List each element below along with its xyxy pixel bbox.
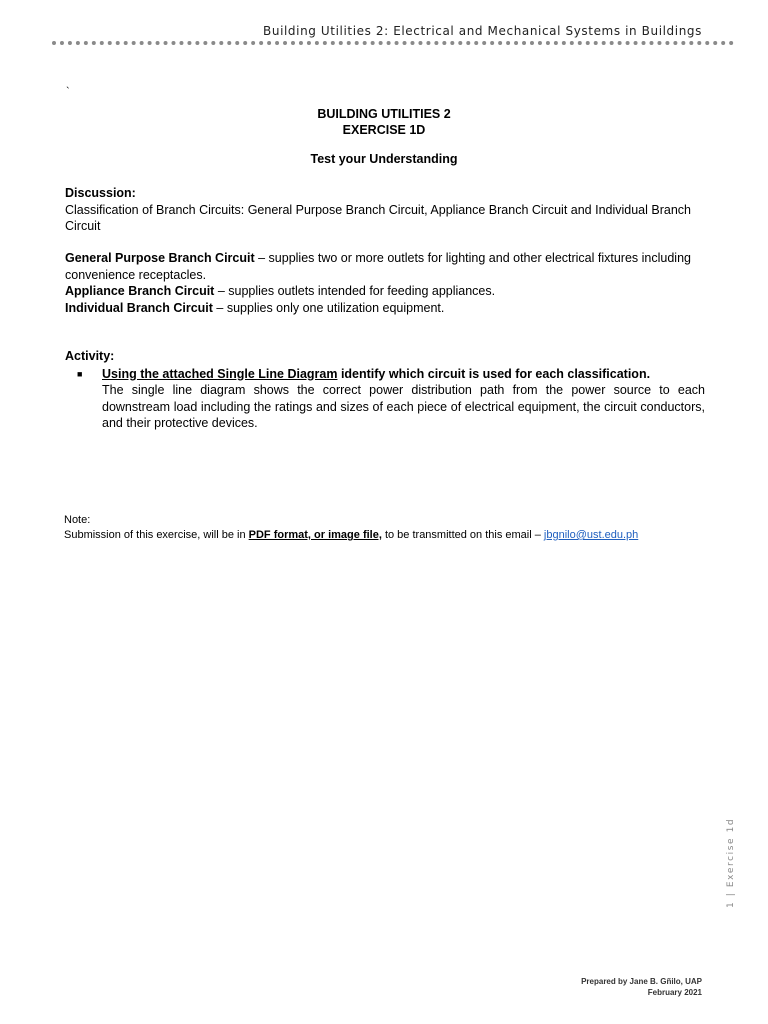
activity-description: The single line diagram shows the correct power distribution path from the power source to each downstream load including the ratings and sizes of each piece of electrical equipment, the circuit conductors, and their protective devices. — [102, 383, 705, 430]
prepared-by-block — [581, 976, 702, 998]
note-text — [64, 528, 724, 543]
definition-term: Appliance Branch Circuit — [65, 284, 215, 298]
email-link[interactable]: jbgnilo@ust.edu.ph — [543, 529, 639, 541]
definition-item — [65, 250, 705, 283]
activity-heading: Activity: — [65, 349, 115, 363]
stray-mark: ` — [66, 86, 70, 98]
activity-instruction-rest: identify which circuit is used for each classification. — [337, 366, 651, 381]
definition-item — [65, 283, 705, 300]
side-page-label — [726, 818, 736, 908]
activity-bullet-item — [65, 366, 705, 432]
prepared-date: February 2021 — [647, 988, 702, 997]
note-emphasis: PDF format, or image file, — [248, 529, 382, 541]
note-text-before: Submission of this exercise, will be in — [64, 529, 249, 541]
activity-instruction-underlined: Using the attached Single Line Diagram — [102, 366, 338, 381]
definition-separator: – — [254, 251, 269, 265]
side-label-separator: | — [726, 887, 736, 901]
square-bullet-icon: ■ — [77, 368, 83, 379]
header-course-title: Building Utilities 2: Electrical and Mechanical Systems in Buildings — [263, 24, 702, 38]
definition-separator: – — [212, 300, 227, 315]
side-label-text: Exercise 1d — [726, 817, 736, 888]
definition-text: supplies outlets intended for feeding appliances. — [228, 284, 496, 298]
discussion-heading: Discussion: — [65, 186, 136, 200]
note-text-after: to be transmitted on this email – — [381, 529, 544, 541]
activity-section — [65, 348, 705, 432]
definition-text: supplies two or more outlets for lighting and other electrical fixtures including convenience receptacles. — [65, 251, 691, 282]
prepared-by: Prepared by Jane B. Gñilo, UAP — [581, 977, 702, 986]
definition-item — [65, 300, 705, 317]
definition-separator: – — [214, 284, 229, 298]
definition-term: Individual Branch Circuit — [65, 300, 213, 315]
discussion-section — [65, 185, 705, 235]
definitions-section — [65, 250, 705, 316]
title-line-1: BUILDING UTILITIES 2 — [317, 107, 451, 121]
definition-term: General Purpose Branch Circuit — [65, 251, 255, 265]
activity-instruction — [102, 366, 705, 383]
note-heading: Note: — [64, 514, 91, 526]
discussion-text: Classification of Branch Circuits: General Purpose Branch Circuit, Appliance Branch Circuit and Individual Branch Circuit — [65, 202, 691, 233]
page-number: 1 — [726, 900, 736, 908]
note-section — [64, 513, 724, 543]
document-subtitle: Test your Understanding — [310, 152, 458, 166]
document-title — [64, 106, 704, 138]
title-line-2: EXERCISE 1D — [342, 123, 426, 137]
definition-text: supplies only one utilization equipment. — [226, 300, 445, 315]
header-dotted-divider — [52, 41, 734, 45]
